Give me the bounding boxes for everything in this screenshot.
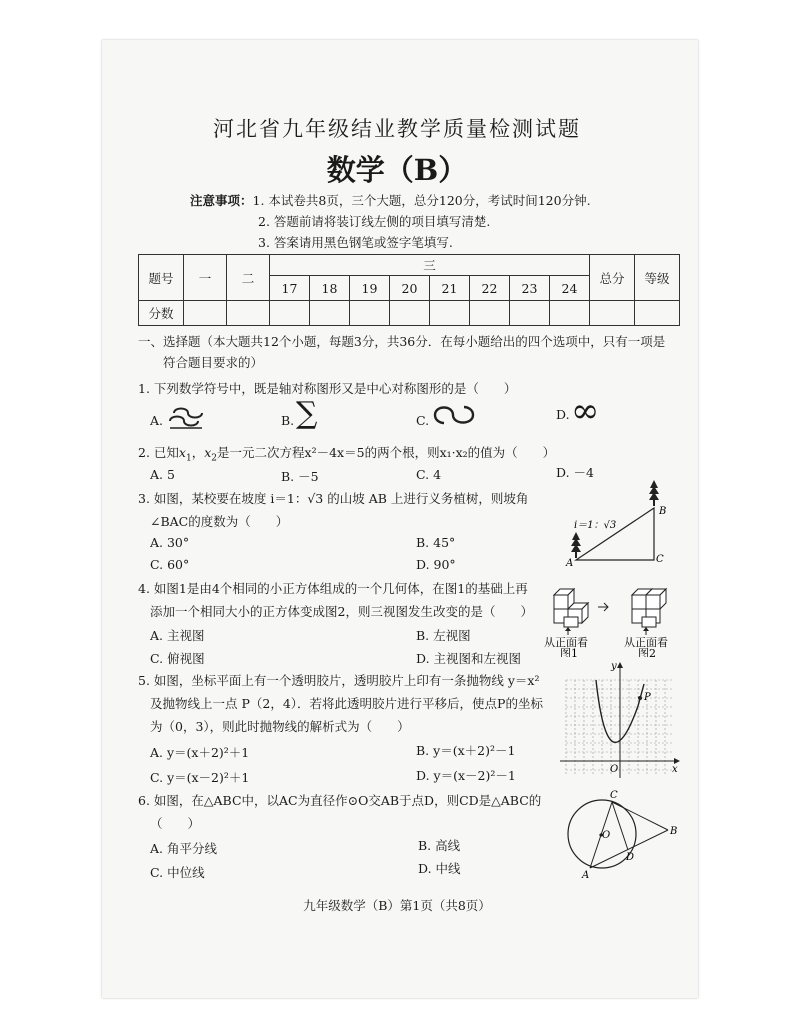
q2-sub1: 1 — [185, 453, 192, 464]
sub-number-cell: 24 — [550, 276, 590, 301]
q4-option-b: B. 左视图 — [416, 628, 471, 643]
score-blank[interactable] — [470, 301, 510, 326]
score-blank[interactable] — [390, 301, 430, 326]
sub-number-cell: 17 — [270, 276, 310, 301]
q3-option-c: C. 60° — [150, 557, 190, 572]
q3-option-d: D. 90° — [416, 557, 456, 572]
figure2-cubes — [632, 589, 666, 627]
q1-symbol-c — [431, 403, 477, 427]
row-label-number: 题号 — [139, 255, 184, 301]
q3-point-c: C — [656, 554, 664, 565]
fig1-view-label: 从正面看 — [544, 636, 588, 649]
section-heading-cont: 符合题目要求的） — [163, 355, 264, 370]
q2-option-b: B. －5 — [281, 469, 319, 484]
tree-icon — [571, 532, 581, 558]
score-blank[interactable] — [227, 301, 270, 326]
q6-circle-figure — [564, 790, 682, 880]
section-three-cell: 三 — [270, 255, 590, 276]
q2-x1: x — [178, 445, 186, 460]
q2-option-d: D. －4 — [556, 465, 594, 480]
q1-option-d: D. — [556, 407, 570, 422]
notes-label: 注意事项： — [190, 193, 253, 208]
score-blank[interactable] — [350, 301, 390, 326]
sub-number-cell: 20 — [390, 276, 430, 301]
sub-number-cell: 18 — [310, 276, 350, 301]
total-cell: 总分 — [590, 255, 635, 301]
q3-point-b: B — [659, 506, 667, 517]
q1-option-a: A. — [150, 413, 164, 428]
q2-stem-mid: 是一元二次方程 — [217, 445, 305, 460]
q5-option-a: A. y＝(x＋2)²＋1 — [150, 745, 250, 760]
q1-option-b: B. — [281, 413, 295, 428]
score-blank[interactable] — [635, 301, 680, 326]
q1-symbol-d: ∞ — [571, 391, 600, 431]
score-blank[interactable] — [550, 301, 590, 326]
q1-symbol-a — [166, 403, 206, 431]
q2-stem-pre: 2. 已知 — [138, 445, 179, 460]
q5-line1: 5. 如图，坐标平面上有一个透明胶片，透明胶片上印有一条抛物线 y＝x² — [138, 673, 540, 688]
q3-option-b: B. 45° — [416, 535, 456, 550]
tree-icon — [649, 480, 659, 506]
q5-origin: O — [610, 764, 619, 775]
score-blank[interactable] — [590, 301, 635, 326]
q1-symbol-b: ∑ — [296, 396, 318, 431]
page-footer: 九年级数学（B）第1页（共8页） — [303, 898, 491, 913]
fig2-view-label: 从正面看 — [624, 636, 668, 649]
q2-comma: ， — [191, 445, 205, 460]
q2-sub2: 2 — [211, 453, 218, 464]
q3-line1: 3. 如图，某校要在坡度 i＝1：√3 的山坡 AB 上进行义务植树，则坡角 — [138, 491, 529, 506]
notes-block — [190, 190, 591, 253]
q4-line1: 4. 如图1是由4个相同的小正方体组成的一个几何体，在图1的基础上再 — [138, 581, 528, 596]
q5-line3: 为（0，3），则此时抛物线的解析式为（ ） — [150, 719, 410, 734]
q3-point-a: A — [566, 558, 574, 569]
note-item: 1. 本试卷共8页，三个大题，总分120分，考试时间120分钟. — [252, 193, 591, 208]
q6-line2: （ ） — [150, 816, 201, 831]
q2-option-a: A. 5 — [150, 467, 175, 482]
sub-number-cell: 22 — [470, 276, 510, 301]
q6-point-d: D — [626, 852, 635, 863]
q4-option-c: C. 俯视图 — [150, 651, 205, 666]
q3-slope-figure — [562, 478, 678, 570]
q5-line2: 及抛物线上一点 P（2，4）．若将此透明胶片进行平移后，使点P的坐标 — [150, 696, 543, 711]
exam-subtitle: 数学（B） — [326, 153, 468, 187]
section-heading: 一、选择题（本大题共12个小题，每题3分，共36分．在每小题给出的四个选项中，只有一项是 — [138, 334, 666, 349]
grade-cell: 等级 — [635, 255, 680, 301]
q5-axis-x: x — [672, 764, 678, 775]
exam-title: 河北省九年级结业教学质量检测试题 — [213, 117, 581, 141]
sub-number-cell: 23 — [510, 276, 550, 301]
q6-option-c: C. 中位线 — [150, 865, 205, 880]
score-blank[interactable] — [510, 301, 550, 326]
q6-point-o: O — [602, 830, 611, 841]
sub-number-cell: 19 — [350, 276, 390, 301]
fig2-caption: 图2 — [638, 647, 656, 657]
q6-point-b: B — [670, 826, 678, 837]
q5-parabola-figure — [556, 660, 682, 786]
q2-x2: x — [204, 445, 212, 460]
q4-cube-figures — [540, 573, 686, 657]
section-two-cell: 二 — [227, 255, 270, 301]
fig1-caption: 图1 — [560, 647, 578, 657]
q4-option-a: A. 主视图 — [150, 628, 205, 643]
score-blank[interactable] — [270, 301, 310, 326]
q1-stem: 1. 下列数学符号中，既是轴对称图形又是中心对称图形的是（ ） — [138, 381, 517, 396]
q4-line2: 添加一个相同大小的正方体变成图2，则三视图发生改变的是（ ） — [150, 604, 533, 619]
score-blank[interactable] — [310, 301, 350, 326]
note-item: 3. 答案请用黑色钢笔或签字笔填写. — [258, 235, 453, 250]
sub-number-cell: 21 — [430, 276, 470, 301]
note-item: 2. 答题前请将装订线左侧的项目填写清楚. — [258, 214, 491, 229]
q6-line1: 6. 如图，在△ABC中，以AC为直径作⊙O交AB于点D，则CD是△ABC的 — [138, 793, 542, 808]
q2-stem — [138, 443, 555, 464]
q6-option-b: B. 高线 — [418, 838, 461, 853]
q2-equation: x²－4x＝5 — [304, 445, 365, 460]
q6-point-a: A — [582, 870, 590, 880]
score-table — [138, 254, 680, 326]
q5-option-b: B. y＝(x＋2)²－1 — [416, 743, 516, 758]
section-one-cell: 一 — [184, 255, 227, 301]
q3-option-a: A. 30° — [150, 535, 190, 550]
q5-option-d: D. y＝(x－2)²－1 — [416, 768, 516, 783]
q4-option-d: D. 主视图和左视图 — [416, 651, 522, 666]
q2-stem-post: 的两个根，则x₁·x₂的值为（ ） — [364, 445, 556, 460]
score-blank[interactable] — [430, 301, 470, 326]
q5-axis-y: y — [611, 661, 617, 672]
q6-point-c: C — [610, 790, 618, 801]
q5-option-c: C. y＝(x－2)²＋1 — [150, 770, 250, 785]
q6-option-d: D. 中线 — [418, 861, 461, 876]
grid — [566, 680, 672, 776]
q3-slope-label: i＝1：√3 — [574, 520, 617, 531]
figure1-cubes — [554, 589, 588, 627]
q1-option-c: C. — [416, 413, 430, 428]
q2-option-c: C. 4 — [416, 467, 442, 482]
row-label-score: 分数 — [139, 301, 184, 326]
q6-option-a: A. 角平分线 — [150, 841, 217, 856]
score-blank[interactable] — [184, 301, 227, 326]
q5-point-p: P — [644, 692, 651, 703]
q3-line2: ∠BAC的度数为（ ） — [150, 514, 289, 529]
